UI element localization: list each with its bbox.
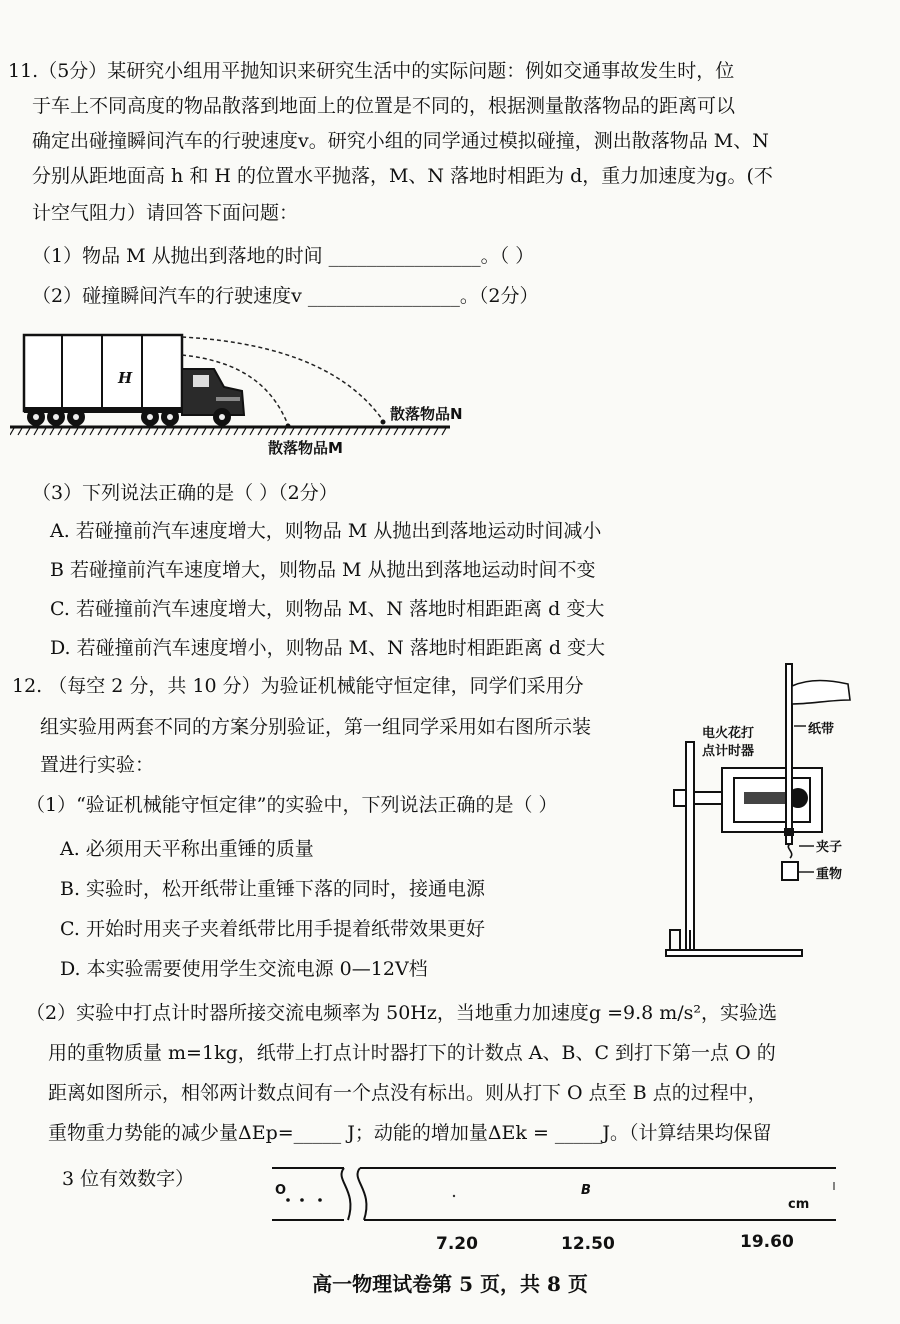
q11-part-3: （3）下列说法正确的是（ ）（2分） [32,482,338,504]
q12-line-2: 组实验用两套不同的方案分别验证，第一组同学采用如右图所示装 [40,716,592,738]
paper-tape-figure [268,1160,840,1240]
q11-option-d: D. 若碰撞前汽车速度增小，则物品 M、N 落地时相距距离 d 变大 [50,637,606,659]
q12-part-1: （1）“验证机械能守恒定律”的实验中，下列说法正确的是（ ） [26,794,558,816]
height-label-H: H [118,369,133,387]
q11-option-b: B 若碰撞前汽车速度增大，则物品 M 从抛出到落地运动时间不变 [50,559,596,581]
q12-part-2-line-1: （2）实验中打点计时器所接交流电频率为 50Hz，当地重力加速度g =9.8 m/s²，实验选 [26,1002,778,1024]
q11-part-1: （1）物品 M 从抛出到落地的时间 ________________。（ ） [32,245,535,267]
label-object-m: 散落物品M [268,439,343,457]
page-footer: 高一物理试卷第 5 页，共 8 页 [312,1272,588,1296]
apparatus-figure [660,660,870,970]
q12-part-2-line-2: 用的重物质量 m=1kg，纸带上打点计时器打下的计数点 A、B、C 到打下第一点 O 的 [48,1042,776,1064]
q12-option-d: D. 本实验需要使用学生交流电源 0—12V档 [60,958,428,980]
distance-b: 12.50 [561,1234,615,1254]
q11-line-5: 计空气阻力）请回答下面问题： [32,202,299,224]
q11-line-3: 确定出碰撞瞬间汽车的行驶速度v。研究小组的同学通过模拟碰撞，测出散落物品 M、N [32,130,769,152]
q12-line-3: 置进行实验： [40,754,155,776]
q11-option-a: A. 若碰撞前汽车速度增大，则物品 M 从抛出到落地运动时间减小 [50,520,602,542]
q12-option-c: C. 开始时用夹子夹着纸带比用手提着纸带效果更好 [60,918,485,940]
q12-part-2-line-3: 距离如图所示，相邻两计数点间有一个点没有标出。则从打下 O 点至 B 点的过程中， [48,1082,767,1104]
timer-label-1: 电火花打 [702,726,755,741]
tape-point-o: O [275,1183,287,1198]
distance-c: 19.60 [740,1232,794,1252]
distance-a: 7.20 [436,1234,478,1254]
q11-line-2: 于车上不同高度的物品散落到地面上的位置是不同的，根据测量散落物品的距离可以 [32,95,736,117]
q12-part-2-line-5: 3 位有效数字） [62,1168,195,1190]
q12-part-2-line-4: 重物重力势能的减少量ΔEp=_____ J；动能的增加量ΔEk = _____J。（计算结果均保留 [48,1122,772,1144]
tape-point-b: B [581,1183,591,1198]
tape-label: 纸带 [808,722,835,737]
timer-label-2: 点计时器 [702,744,755,759]
q11-part-2: （2）碰撞瞬间汽车的行驶速度v ________________。（2分） [32,285,539,307]
label-object-n: 散落物品N [390,405,463,423]
truck-figure [10,325,490,475]
q11-line-1: 11.（5分）某研究小组用平抛知识来研究生活中的实际问题：例如交通事故发生时，位 [8,60,735,82]
q11-option-c: C. 若碰撞前汽车速度增大，则物品 M、N 落地时相距距离 d 变大 [50,598,605,620]
clip-label: 夹子 [816,840,843,855]
q12-option-a: A. 必须用天平称出重锤的质量 [60,838,314,860]
q11-line-4: 分别从距地面高 h 和 H 的位置水平抛落，M、N 落地时相距为 d，重力加速度为g。(不 [32,165,773,187]
weight-label: 重物 [816,867,843,882]
tape-unit: cm [788,1197,810,1212]
q12-line-1: 12. （每空 2 分，共 10 分）为验证机械能守恒定律，同学们采用分 [12,675,584,697]
q12-option-b: B. 实验时，松开纸带让重锤下落的同时，接通电源 [60,878,486,900]
